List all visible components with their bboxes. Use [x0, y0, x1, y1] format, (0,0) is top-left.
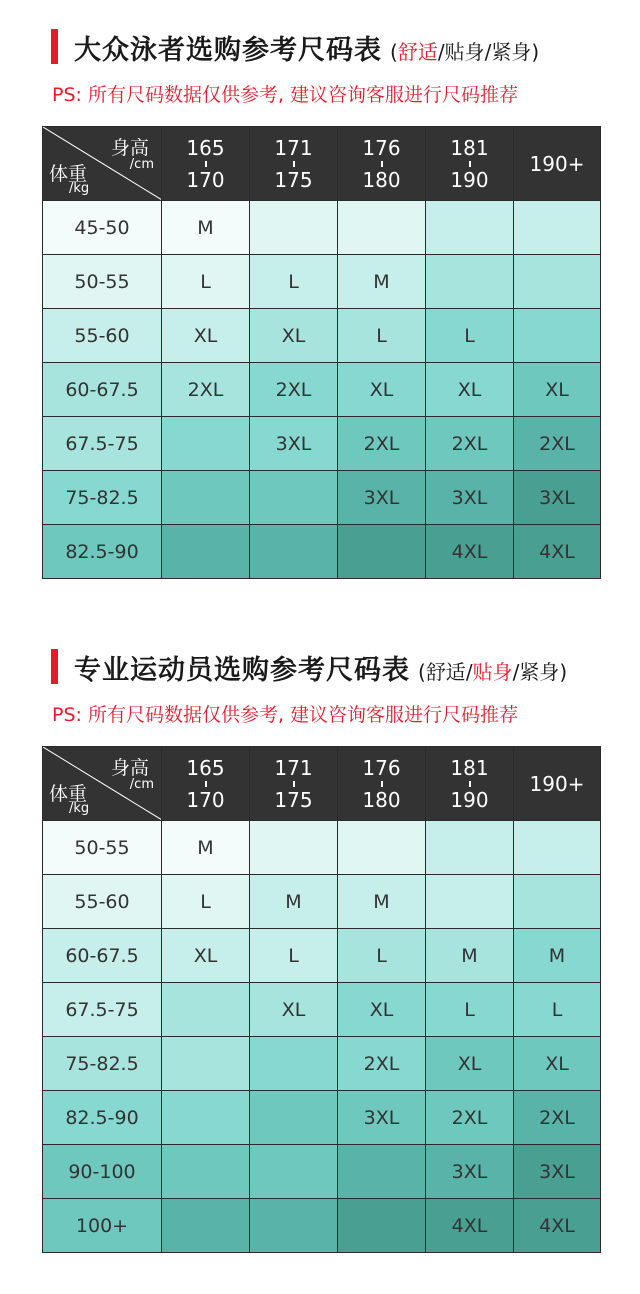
size-cell: L [338, 929, 426, 983]
weight-range-cell: 55-60 [43, 875, 162, 929]
size-cell: XL [514, 363, 601, 417]
section-title-row [74, 648, 567, 686]
height-range-start: 171 [274, 755, 313, 780]
table-corner-header [43, 127, 162, 201]
size-cell: 4XL [426, 525, 514, 579]
height-column-header [514, 747, 601, 821]
height-range [274, 137, 312, 191]
size-cell: XL [514, 1037, 601, 1091]
size-cell [338, 525, 426, 579]
size-cell: L [426, 309, 514, 363]
height-range [362, 137, 400, 191]
height-unit: /cm [129, 777, 154, 792]
weight-range-cell: 67.5-75 [43, 983, 162, 1037]
size-cell [250, 821, 338, 875]
weight-range-cell: 60-67.5 [43, 363, 162, 417]
height-range-start: 171 [274, 135, 313, 160]
paren-open: ( [390, 40, 398, 64]
size-cell: L [250, 255, 338, 309]
size-cell: XL [162, 309, 250, 363]
size-cell: 3XL [338, 471, 426, 525]
height-range-end: 180 [362, 787, 401, 812]
height-column-header [250, 747, 338, 821]
fit-type-label: / [437, 40, 445, 64]
section-title: 专业运动员选购参考尺码表 [74, 655, 410, 686]
size-cell [426, 201, 514, 255]
height-column-header [514, 127, 601, 201]
table-row [43, 471, 601, 525]
table-row [43, 1091, 601, 1145]
weight-range-cell: 75-82.5 [43, 471, 162, 525]
size-cell [514, 821, 601, 875]
size-cell: XL [250, 983, 338, 1037]
size-cell [338, 821, 426, 875]
height-column-header [426, 127, 514, 201]
size-cell [250, 1037, 338, 1091]
table-row [43, 201, 601, 255]
weight-unit: /kg [69, 181, 90, 196]
table-corner-header [43, 747, 162, 821]
size-cell: 2XL [426, 1091, 514, 1145]
size-cell: M [338, 255, 426, 309]
weight-range-cell: 82.5-90 [43, 525, 162, 579]
table-row [43, 1145, 601, 1199]
size-cell: 3XL [514, 1145, 601, 1199]
weight-label: 体重 [49, 783, 88, 805]
height-range [362, 757, 400, 811]
size-cell: L [514, 983, 601, 1037]
table-row [43, 363, 601, 417]
table-header-row [43, 127, 601, 201]
section-title-row [74, 28, 539, 66]
size-cell: L [426, 983, 514, 1037]
size-cell: M [162, 821, 250, 875]
reference-note: PS: 所有尺码数据仅供参考, 建议咨询客服进行尺码推荐 [52, 704, 519, 726]
height-range-end: 175 [274, 167, 313, 192]
size-cell: 2XL [338, 417, 426, 471]
height-range-start: 176 [362, 135, 401, 160]
weight-range-cell: 60-67.5 [43, 929, 162, 983]
size-cell [162, 1199, 250, 1253]
weight-range-cell: 55-60 [43, 309, 162, 363]
size-cell [250, 525, 338, 579]
size-cell [250, 1091, 338, 1145]
table-row [43, 525, 601, 579]
size-cell [426, 821, 514, 875]
size-cell [338, 1199, 426, 1253]
weight-label: 体重 [49, 163, 88, 185]
table-row [43, 309, 601, 363]
table-row [43, 255, 601, 309]
weight-range-cell: 100+ [43, 1199, 162, 1253]
weight-range-cell: 50-55 [43, 255, 162, 309]
fit-type-label: 紧身 [491, 40, 532, 64]
fit-type-label: / [465, 660, 473, 684]
title-accent-bar [51, 29, 58, 64]
height-range-start: 181 [450, 755, 489, 780]
section-title: 大众泳者选购参考尺码表 [74, 35, 382, 66]
paren-close: ) [559, 660, 568, 684]
fit-type-options [418, 656, 567, 685]
range-tick [469, 161, 471, 167]
fit-type-label: 舒适 [425, 660, 466, 684]
size-cell: M [250, 875, 338, 929]
size-cell: 3XL [426, 471, 514, 525]
size-cell [162, 1145, 250, 1199]
height-range-end: 190 [450, 787, 489, 812]
table-row [43, 1037, 601, 1091]
height-range-label: 190+ [529, 771, 585, 796]
size-cell: 4XL [514, 1199, 601, 1253]
size-cell [162, 525, 250, 579]
size-cell [338, 201, 426, 255]
fit-type-label: 贴身 [444, 40, 485, 64]
size-cell [514, 875, 601, 929]
height-range-end: 190 [450, 167, 489, 192]
height-column-header [250, 127, 338, 201]
size-table [42, 746, 601, 1253]
weight-range-cell: 82.5-90 [43, 1091, 162, 1145]
range-tick [469, 781, 471, 787]
range-tick [205, 781, 207, 787]
height-column-header [426, 747, 514, 821]
size-cell: M [162, 201, 250, 255]
weight-range-cell: 90-100 [43, 1145, 162, 1199]
table-row [43, 821, 601, 875]
size-cell: 2XL [514, 417, 601, 471]
table-row [43, 1199, 601, 1253]
weight-unit: /kg [69, 801, 90, 816]
size-cell [250, 471, 338, 525]
size-cell [426, 875, 514, 929]
height-range [186, 757, 224, 811]
size-cell: XL [426, 1037, 514, 1091]
table-header-row [43, 747, 601, 821]
paren-open: ( [418, 660, 426, 684]
height-range [450, 757, 488, 811]
range-tick [381, 161, 383, 167]
size-cell [514, 201, 601, 255]
height-label: 身高 [110, 137, 149, 159]
size-cell: L [250, 929, 338, 983]
size-cell: 2XL [162, 363, 250, 417]
height-range-start: 165 [186, 755, 225, 780]
height-range-end: 170 [186, 787, 225, 812]
weight-range-cell: 45-50 [43, 201, 162, 255]
height-range [186, 137, 224, 191]
table-row [43, 417, 601, 471]
range-tick [381, 781, 383, 787]
size-cell: 2XL [338, 1037, 426, 1091]
size-cell [162, 417, 250, 471]
size-cell [162, 471, 250, 525]
range-tick [293, 161, 295, 167]
size-cell [514, 309, 601, 363]
size-cell: M [514, 929, 601, 983]
size-cell: 3XL [250, 417, 338, 471]
size-cell [250, 1199, 338, 1253]
size-cell: XL [250, 309, 338, 363]
size-cell: 4XL [426, 1199, 514, 1253]
size-cell: 4XL [514, 525, 601, 579]
range-tick [205, 161, 207, 167]
size-cell [250, 201, 338, 255]
table-row [43, 875, 601, 929]
height-range-start: 176 [362, 755, 401, 780]
size-cell: 3XL [338, 1091, 426, 1145]
size-cell: XL [338, 983, 426, 1037]
table-row [43, 929, 601, 983]
size-cell: M [338, 875, 426, 929]
size-cell: XL [338, 363, 426, 417]
size-cell [162, 1037, 250, 1091]
size-cell: L [162, 255, 250, 309]
size-cell: 3XL [426, 1145, 514, 1199]
size-cell: M [426, 929, 514, 983]
height-column-header [162, 747, 250, 821]
size-cell [162, 983, 250, 1037]
size-cell [514, 255, 601, 309]
height-column-header [162, 127, 250, 201]
size-cell: L [162, 875, 250, 929]
size-cell: XL [426, 363, 514, 417]
range-tick [293, 781, 295, 787]
height-range [450, 137, 488, 191]
fit-type-label: 紧身 [519, 660, 560, 684]
size-cell: 3XL [514, 471, 601, 525]
height-range-end: 180 [362, 167, 401, 192]
size-cell: L [338, 309, 426, 363]
height-range-label: 190+ [529, 151, 585, 176]
height-range-start: 181 [450, 135, 489, 160]
size-cell [250, 1145, 338, 1199]
height-unit: /cm [129, 157, 154, 172]
fit-type-options [390, 36, 539, 65]
weight-range-cell: 67.5-75 [43, 417, 162, 471]
fit-type-highlighted: 贴身 [472, 660, 513, 684]
size-cell: XL [162, 929, 250, 983]
size-cell [426, 255, 514, 309]
height-range-start: 165 [186, 135, 225, 160]
title-accent-bar [51, 649, 58, 684]
table-row [43, 983, 601, 1037]
reference-note: PS: 所有尺码数据仅供参考, 建议咨询客服进行尺码推荐 [52, 84, 519, 106]
height-range-end: 175 [274, 787, 313, 812]
fit-type-label: / [512, 660, 520, 684]
size-cell: 2XL [426, 417, 514, 471]
weight-range-cell: 75-82.5 [43, 1037, 162, 1091]
fit-type-label: / [484, 40, 492, 64]
size-table [42, 126, 601, 579]
paren-close: ) [531, 40, 540, 64]
size-cell: 2XL [250, 363, 338, 417]
height-column-header [338, 747, 426, 821]
height-column-header [338, 127, 426, 201]
height-range [274, 757, 312, 811]
fit-type-highlighted: 舒适 [397, 40, 438, 64]
size-cell [162, 1091, 250, 1145]
size-cell: 2XL [514, 1091, 601, 1145]
height-range-end: 170 [186, 167, 225, 192]
weight-range-cell: 50-55 [43, 821, 162, 875]
height-label: 身高 [110, 757, 149, 779]
size-cell [338, 1145, 426, 1199]
